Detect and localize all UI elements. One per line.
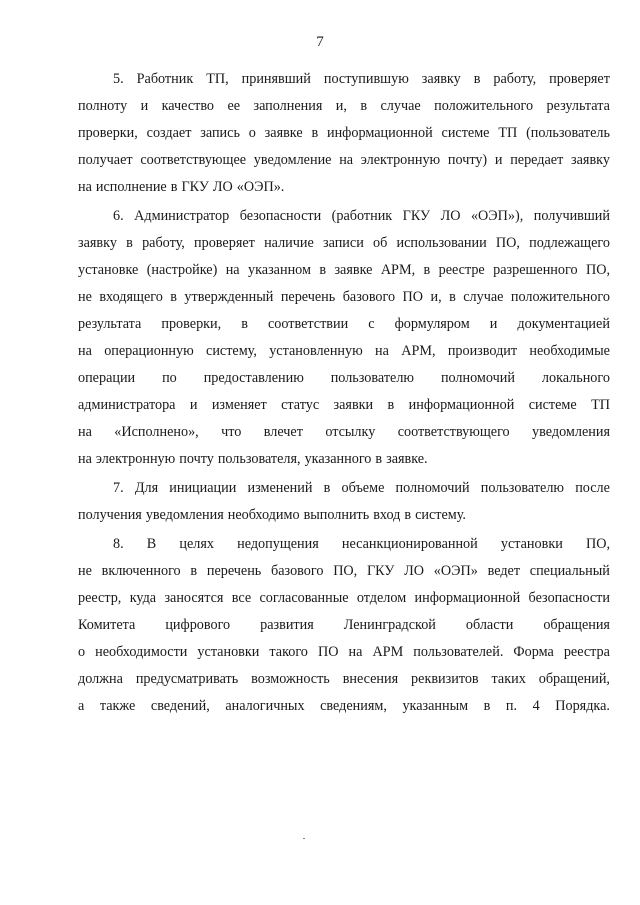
word: а: [78, 698, 85, 714]
word: согласованные: [259, 590, 349, 606]
text-line: [78, 365, 610, 392]
word: безопасности: [239, 208, 322, 224]
word: на: [225, 262, 240, 278]
word: указанного: [304, 451, 372, 467]
word: «ОЭП»),: [470, 208, 524, 224]
text-line: [78, 558, 610, 585]
word: и: [494, 152, 503, 168]
word: Администратор: [134, 208, 230, 224]
word: предусматривать: [135, 671, 239, 687]
word: также: [99, 698, 136, 714]
word: получает: [78, 152, 133, 168]
word: заявку: [421, 71, 461, 87]
word: создает: [146, 125, 192, 141]
word: АРМ: [372, 644, 404, 660]
word: объеме: [341, 480, 385, 496]
word: информационной: [414, 590, 521, 606]
word: 8.: [113, 536, 124, 552]
word: о: [78, 644, 86, 660]
word: и,: [335, 98, 347, 114]
text-line: [78, 120, 610, 147]
text-line: [78, 230, 610, 257]
word: Для: [134, 480, 159, 496]
word: передает: [510, 152, 564, 168]
word: документацией: [517, 316, 610, 332]
word: В: [146, 536, 157, 552]
word: в: [387, 397, 395, 413]
word: электронную: [360, 152, 441, 168]
word: цифрового: [165, 617, 231, 633]
word: ПО: [402, 289, 424, 305]
word: (работник: [331, 208, 393, 224]
document-body: [78, 66, 610, 722]
word: ГКУ: [366, 563, 395, 579]
word: разрешенного: [493, 262, 578, 278]
word: ЛО: [404, 563, 425, 579]
word: в: [311, 125, 319, 141]
word: в: [190, 563, 198, 579]
word: результата: [546, 98, 610, 114]
word: заявке.: [386, 451, 428, 467]
word: заявку: [571, 152, 610, 168]
word: операционную: [104, 343, 194, 359]
word: куда: [129, 590, 157, 606]
word: записи: [323, 235, 364, 251]
text-line: [78, 585, 610, 612]
text-line: [78, 203, 610, 230]
word: полномочий: [440, 370, 515, 386]
word: (пользователь: [526, 125, 610, 141]
word: поступившую: [323, 71, 409, 87]
word: после: [575, 480, 610, 496]
word: на: [339, 152, 354, 168]
text-line: [78, 338, 610, 365]
word: получения: [78, 507, 142, 523]
paragraph-5: [78, 66, 610, 201]
word: реестре: [438, 262, 485, 278]
word: работу,: [142, 235, 185, 251]
word: систему,: [206, 343, 257, 359]
paragraph-6: [78, 203, 610, 473]
word: уведомления: [532, 424, 610, 440]
word: о: [248, 125, 256, 141]
word: «ОЭП»: [433, 563, 478, 579]
word: таких: [491, 671, 526, 687]
word: 7.: [113, 480, 124, 496]
word: предоставлению: [203, 370, 304, 386]
word: базового: [271, 563, 324, 579]
word: информационной: [408, 397, 515, 413]
text-line: [78, 147, 610, 174]
word: заявку: [78, 235, 117, 251]
word: указанном: [248, 262, 311, 278]
word: по: [162, 370, 177, 386]
word: что: [221, 424, 242, 440]
word: заносятся: [164, 590, 224, 606]
word: пользователя,: [217, 451, 301, 467]
word: на: [375, 343, 389, 359]
text-line: [78, 446, 610, 473]
word: ГКУ: [402, 208, 431, 224]
word: результата: [78, 316, 142, 332]
word: инициации: [169, 480, 237, 496]
paragraph-8: [78, 531, 610, 720]
word: обращений,: [538, 671, 610, 687]
word: Порядка.: [555, 698, 610, 714]
word: соответствии: [268, 316, 349, 332]
word: аналогичных: [225, 698, 305, 714]
word: «Исполнено»,: [114, 424, 199, 440]
word: не: [78, 563, 92, 579]
word: вход: [373, 507, 401, 523]
word: не: [78, 289, 92, 305]
word: соответствующее: [140, 152, 247, 168]
text-line: [78, 257, 610, 284]
text-line: [78, 693, 610, 720]
word: утвержденный: [184, 289, 274, 305]
word: почту: [179, 451, 214, 467]
word: в: [170, 179, 178, 195]
text-line: [78, 174, 610, 201]
word: выполнить: [303, 507, 370, 523]
word: операции: [78, 370, 136, 386]
word: производит: [447, 343, 518, 359]
word: получивший: [533, 208, 610, 224]
text-line: [78, 666, 610, 693]
word: (настройке): [146, 262, 218, 278]
word: заявки: [333, 397, 374, 413]
word: ГКУ: [181, 179, 209, 195]
word: на: [78, 424, 92, 440]
word: в: [473, 71, 481, 87]
word: заполнения: [253, 98, 323, 114]
paragraph-7: [78, 475, 610, 529]
word: Работник: [136, 71, 194, 87]
word: включенного: [101, 563, 181, 579]
word: отсылку: [325, 424, 376, 440]
word: изменяет: [211, 397, 267, 413]
word: необходимо: [227, 507, 300, 523]
word: использовании: [396, 235, 487, 251]
word: систему.: [415, 507, 466, 523]
word: системе: [528, 397, 577, 413]
word: безопасности: [528, 590, 610, 606]
word: принявший: [241, 71, 311, 87]
word: установленную: [269, 343, 363, 359]
word: перечень: [280, 289, 336, 305]
word: перечень: [206, 563, 262, 579]
word: в: [449, 289, 456, 305]
word: реквизитов: [411, 671, 479, 687]
word: 4: [532, 698, 540, 714]
word: в: [483, 698, 491, 714]
word: в: [319, 262, 327, 278]
word: в: [423, 262, 431, 278]
word: полномочий: [395, 480, 470, 496]
word: все: [231, 590, 252, 606]
word: на: [348, 644, 363, 660]
word: ЛО: [440, 208, 461, 224]
word: в: [323, 480, 331, 496]
word: необходимые: [529, 343, 610, 359]
word: и: [140, 98, 149, 114]
word: ведет: [487, 563, 521, 579]
word: внесения: [342, 671, 399, 687]
word: недопущения: [237, 536, 319, 552]
word: целях: [179, 536, 214, 552]
word: проверяет: [549, 71, 610, 87]
word: развития: [260, 617, 314, 633]
word: несанкционированной: [341, 536, 478, 552]
word: подлежащего: [529, 235, 610, 251]
word: уведомление: [253, 152, 332, 168]
word: качество: [161, 98, 215, 114]
word: наличие: [264, 235, 314, 251]
word: п.: [505, 698, 518, 714]
word: случае: [463, 289, 504, 305]
word: установки: [500, 536, 563, 552]
word: сведений,: [150, 698, 210, 714]
word: полноту: [78, 98, 128, 114]
page-number: 7: [316, 34, 324, 50]
text-line: [78, 66, 610, 93]
word: «ОЭП».: [236, 179, 285, 195]
text-line: [78, 639, 610, 666]
word: пользователю: [330, 370, 415, 386]
word: установки: [197, 644, 260, 660]
word: локального: [541, 370, 610, 386]
word: проверки,: [161, 316, 222, 332]
word: влечет: [263, 424, 303, 440]
word: базового: [342, 289, 396, 305]
word: заявке: [334, 262, 373, 278]
word: ЛО: [212, 179, 233, 195]
word: исполнение: [95, 179, 167, 195]
word: ТП: [498, 125, 518, 141]
word: на: [78, 451, 92, 467]
word: и: [189, 397, 198, 413]
word: статус: [281, 397, 320, 413]
word: в: [241, 316, 248, 332]
word: возможность: [251, 671, 330, 687]
word: работу,: [493, 71, 537, 87]
word: заявке: [264, 125, 303, 141]
word: информационной: [327, 125, 433, 141]
word: реестр,: [78, 590, 122, 606]
word: сведениям,: [320, 698, 387, 714]
text-line: [78, 502, 610, 529]
word: и,: [430, 289, 442, 305]
word: необходимости: [95, 644, 188, 660]
word: ПО: [317, 644, 339, 660]
word: об: [373, 235, 388, 251]
word: Форма: [513, 644, 554, 660]
word: указанным: [402, 698, 469, 714]
text-line: [78, 392, 610, 419]
word: ТП: [591, 397, 610, 413]
word: случае: [380, 98, 421, 114]
word: формуляром: [394, 316, 470, 332]
word: запись: [200, 125, 240, 141]
word: ее: [227, 98, 241, 114]
word: ТП,: [206, 71, 229, 87]
word: на: [78, 343, 92, 359]
word: отделом: [356, 590, 407, 606]
word: администратора: [78, 397, 176, 413]
text-line: [78, 531, 610, 558]
word: соответствующего: [397, 424, 510, 440]
word: пользователю: [480, 480, 565, 496]
word: АРМ,: [401, 343, 436, 359]
text-line: [78, 311, 610, 338]
word: системе: [441, 125, 490, 141]
word: Ленинградской: [343, 617, 436, 633]
word: в: [404, 507, 412, 523]
word: установке: [78, 262, 139, 278]
word: и: [489, 316, 498, 332]
word: в: [126, 235, 133, 251]
word: ПО,: [495, 235, 520, 251]
scan-speck: [303, 838, 305, 839]
text-line: [78, 93, 610, 120]
word: входящего: [99, 289, 163, 305]
word: ПО,: [585, 262, 610, 278]
word: должна: [78, 671, 123, 687]
word: почту): [447, 152, 488, 168]
text-line: [78, 419, 610, 446]
word: с: [368, 316, 375, 332]
word: проверяет: [194, 235, 255, 251]
word: в: [360, 98, 368, 114]
text-line: [78, 284, 610, 311]
word: положительного: [510, 289, 610, 305]
word: электронную: [95, 451, 176, 467]
word: Комитета: [78, 617, 136, 633]
word: изменений: [247, 480, 313, 496]
word: 6.: [113, 208, 124, 224]
word: АРМ,: [380, 262, 416, 278]
word: положительного: [434, 98, 534, 114]
word: пользователей.: [413, 644, 504, 660]
word: уведомления: [145, 507, 224, 523]
word: специальный: [529, 563, 610, 579]
word: реестра: [563, 644, 610, 660]
word: ПО,: [333, 563, 358, 579]
word: обращения: [543, 617, 610, 633]
word: в: [170, 289, 177, 305]
text-line: [78, 612, 610, 639]
word: проверки,: [78, 125, 138, 141]
word: в: [375, 451, 383, 467]
word: на: [78, 179, 92, 195]
word: 5.: [113, 71, 124, 87]
word: такого: [269, 644, 308, 660]
text-line: [78, 475, 610, 502]
word: области: [465, 617, 514, 633]
word: ПО,: [585, 536, 610, 552]
